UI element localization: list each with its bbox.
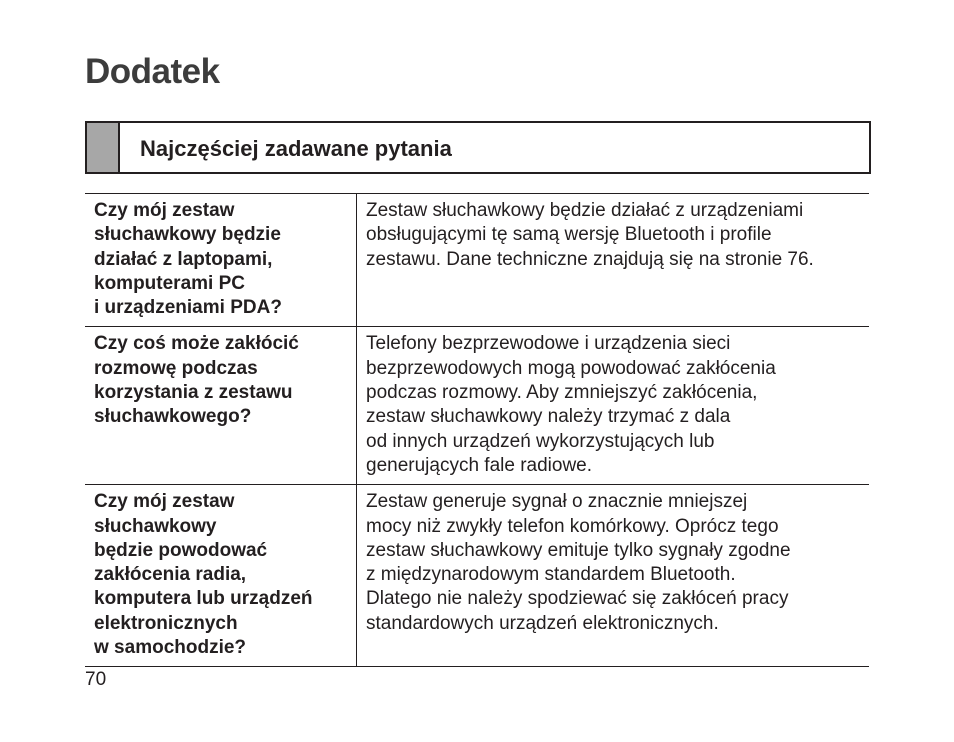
faq-question-cell — [85, 485, 357, 667]
faq-question: Czy mój zestaw słuchawkowy będzie powodować zakłócenia radia, komputera lub urządzeń elektronicznych w samochodzie? — [94, 491, 313, 659]
page-number: 70 — [85, 669, 107, 690]
section-marker — [87, 123, 120, 172]
faq-answer-cell — [357, 194, 870, 327]
faq-answer-cell — [357, 485, 870, 667]
faq-question: Czy coś może zakłócić rozmowę podczas korzystania z zestawu słuchawkowego? — [94, 333, 299, 428]
faq-table — [85, 193, 869, 667]
faq-answer: Zestaw generuje sygnał o znacznie mniejszej mocy niż zwykły telefon komórkowy. Oprócz tego zestaw słuchawkowy emituje tylko sygnały zgodne z międzynarodowym standardem Bluetooth. Dlatego nie należy spodziewać się zakłóceń pracy standardowych urządzeń elektronicznych. — [366, 491, 791, 634]
faq-answer-cell — [357, 327, 870, 485]
faq-answer: Telefony bezprzewodowe i urządzenia sieci bezprzewodowych mogą powodować zakłócenia podczas rozmowy. Aby zmniejszyć zakłócenia, zestaw słuchawkowy należy trzymać z dala od innych urządzeń wykorzystujących lub generujących fale radiowe. — [366, 333, 776, 476]
faq-row — [85, 327, 869, 485]
faq-question-cell — [85, 194, 357, 327]
faq-question-cell — [85, 327, 357, 485]
section-title: Najczęściej zadawane pytania — [140, 136, 452, 161]
faq-question: Czy mój zestaw słuchawkowy będzie działać z laptopami, komputerami PC i urządzeniami PDA? — [94, 200, 282, 319]
faq-answer: Zestaw słuchawkowy będzie działać z urządzeniami obsługującymi tę samą wersję Bluetooth i profile zestawu. Dane techniczne znajdują się na stronie 76. — [366, 200, 814, 270]
faq-row — [85, 485, 869, 667]
faq-row — [85, 194, 869, 327]
page-title: Dodatek — [85, 52, 220, 91]
section-header — [85, 121, 871, 174]
